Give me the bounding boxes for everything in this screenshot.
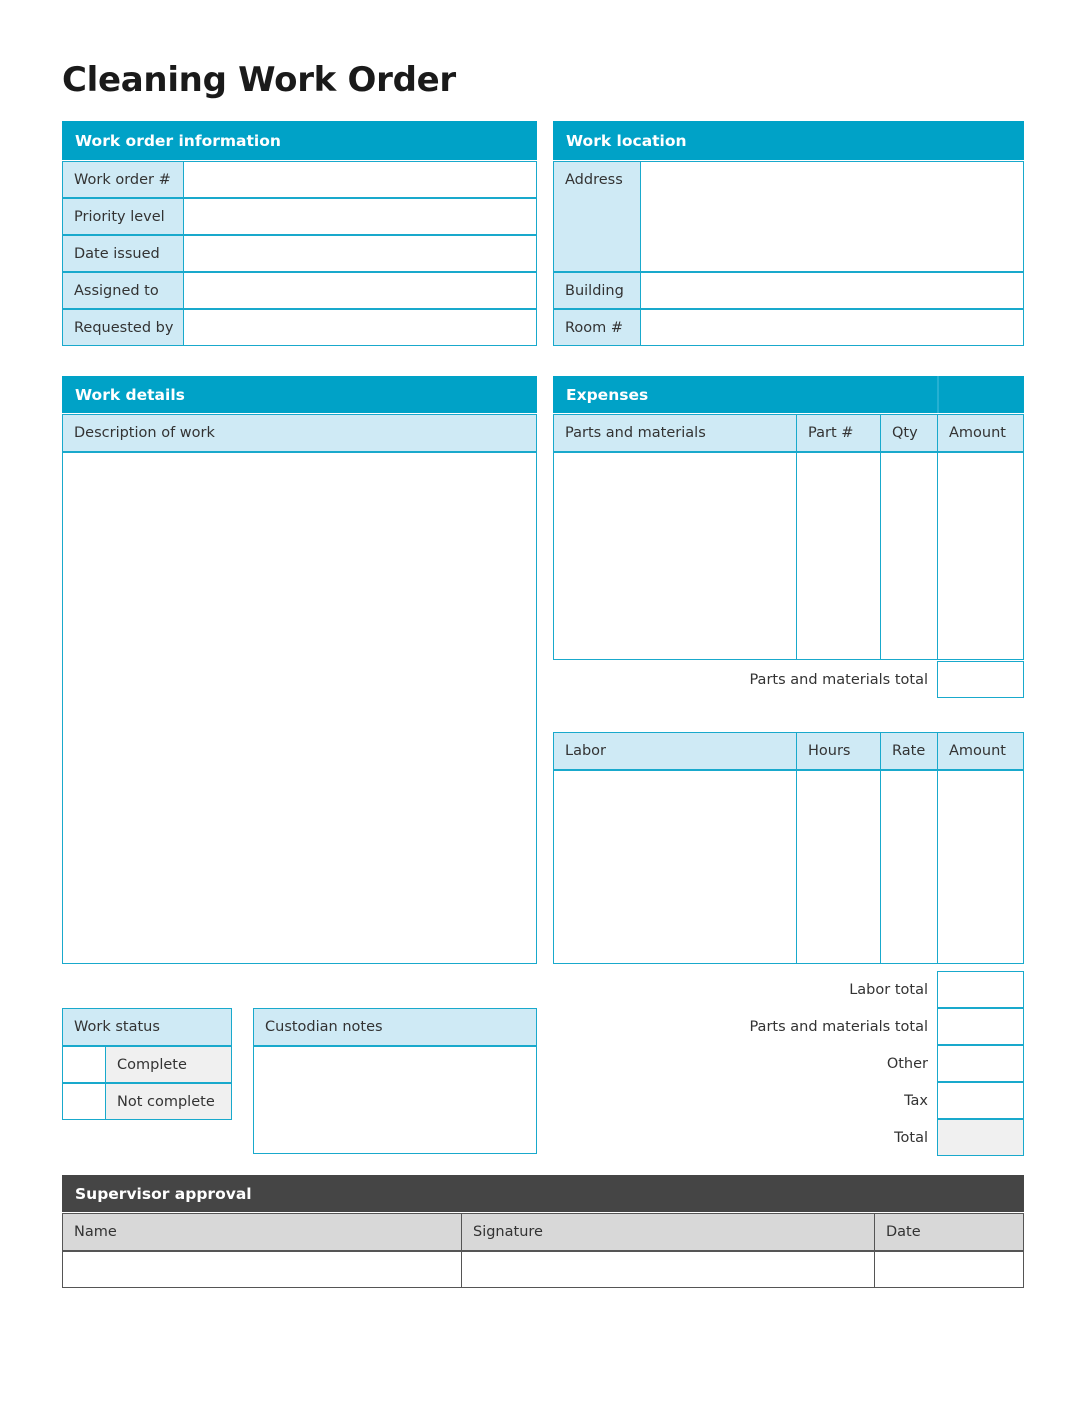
label-text: Parts and materials total [749,671,928,688]
field-assigned-to[interactable] [183,272,537,309]
input-labor-amount[interactable] [937,770,1024,964]
input-parts-and-materials[interactable] [553,452,797,660]
label-text: Description of work [74,425,215,441]
label-text: Requested by [74,319,174,336]
column-header-part-number [796,414,881,452]
label-text: Date issued [74,245,160,262]
field-supervisor-signature[interactable] [461,1251,875,1288]
field-parts-and-materials-total[interactable] [937,661,1024,698]
label-description-of-work [62,414,537,452]
column-header-name [62,1213,462,1251]
field-date-issued[interactable] [183,235,537,272]
label-total [600,1119,937,1156]
label-text: Building [565,282,624,299]
label-other [600,1045,937,1082]
label-assigned-to [62,272,184,309]
column-header-text: Date [886,1224,921,1240]
input-rate[interactable] [880,770,939,964]
label-parts-and-materials-total-summary [600,1008,937,1045]
column-header-labor [553,732,797,770]
label-text: Address [565,172,623,188]
label-text: Parts and materials total [749,1018,928,1035]
column-header-text: Signature [473,1224,543,1240]
section-title-text: Custodian notes [265,1019,383,1035]
section-header-work-order-information [62,121,537,160]
label-text: Labor total [849,981,928,998]
checkbox-complete[interactable] [62,1046,106,1083]
label-text: Room # [565,319,624,336]
label-building [553,272,641,309]
section-title-text: Work location [566,131,687,150]
section-title-text: Work order information [75,131,281,150]
field-custodian-notes[interactable] [253,1046,537,1154]
label-labor-total [600,971,937,1008]
section-title-text: Supervisor approval [75,1184,252,1203]
input-hours[interactable] [796,770,881,964]
section-header-work-details [62,376,537,413]
label-requested-by [62,309,184,346]
input-part-number[interactable] [796,452,881,660]
field-labor-total[interactable] [937,971,1024,1008]
section-title-text: Work details [75,385,185,404]
column-header-date [874,1213,1024,1251]
column-header-text: Parts and materials [565,425,706,441]
label-date-issued [62,235,184,272]
section-header-custodian-notes [253,1008,537,1046]
label-text: Not complete [117,1093,215,1110]
column-header-parts-and-materials [553,414,797,452]
label-complete [105,1046,232,1083]
field-supervisor-name[interactable] [62,1251,462,1288]
label-text: Work order # [74,171,171,188]
column-header-qty [880,414,939,452]
field-priority-level[interactable] [183,198,537,235]
field-building[interactable] [640,272,1024,309]
label-text: Total [894,1129,928,1146]
field-tax[interactable] [937,1082,1024,1119]
section-title-text: Expenses [566,385,649,404]
input-qty[interactable] [880,452,939,660]
section-header-expenses [553,376,1024,413]
field-requested-by[interactable] [183,309,537,346]
label-text: Assigned to [74,282,159,299]
label-text: Complete [117,1056,187,1073]
field-total[interactable] [937,1119,1024,1156]
column-header-text: Name [74,1224,117,1240]
label-room-number [553,309,641,346]
section-header-work-status [62,1008,232,1046]
label-tax [600,1082,937,1119]
label-not-complete [105,1083,232,1120]
column-header-text: Qty [892,425,918,441]
label-parts-and-materials-total [553,661,937,698]
field-work-order-number[interactable] [183,161,537,198]
section-title-text: Work status [74,1019,160,1035]
field-supervisor-date[interactable] [874,1251,1024,1288]
label-text: Priority level [74,208,165,225]
field-parts-and-materials-total-summary[interactable] [937,1008,1024,1045]
label-address [553,161,641,272]
column-header-labor-amount [937,732,1024,770]
column-header-hours [796,732,881,770]
column-header-text: Rate [892,743,926,759]
column-header-text: Hours [808,743,851,759]
column-header-text: Amount [949,743,1006,759]
column-header-text: Amount [949,425,1006,441]
field-address[interactable] [640,161,1024,272]
field-room-number[interactable] [640,309,1024,346]
label-text: Other [886,1055,928,1072]
label-priority-level [62,198,184,235]
page-title: Cleaning Work Order [62,60,456,100]
input-parts-amount[interactable] [937,452,1024,660]
label-text: Tax [904,1092,928,1109]
field-other[interactable] [937,1045,1024,1082]
section-header-work-location [553,121,1024,160]
column-header-text: Labor [565,743,607,759]
column-header-text: Part # [808,425,854,441]
label-work-order-number [62,161,184,198]
input-labor[interactable] [553,770,797,964]
column-header-amount [937,414,1024,452]
expenses-band-divider [937,376,939,413]
field-description-of-work[interactable] [62,452,537,964]
column-header-signature [461,1213,875,1251]
section-header-supervisor-approval [62,1175,1024,1212]
checkbox-not-complete[interactable] [62,1083,106,1120]
column-header-rate [880,732,939,770]
